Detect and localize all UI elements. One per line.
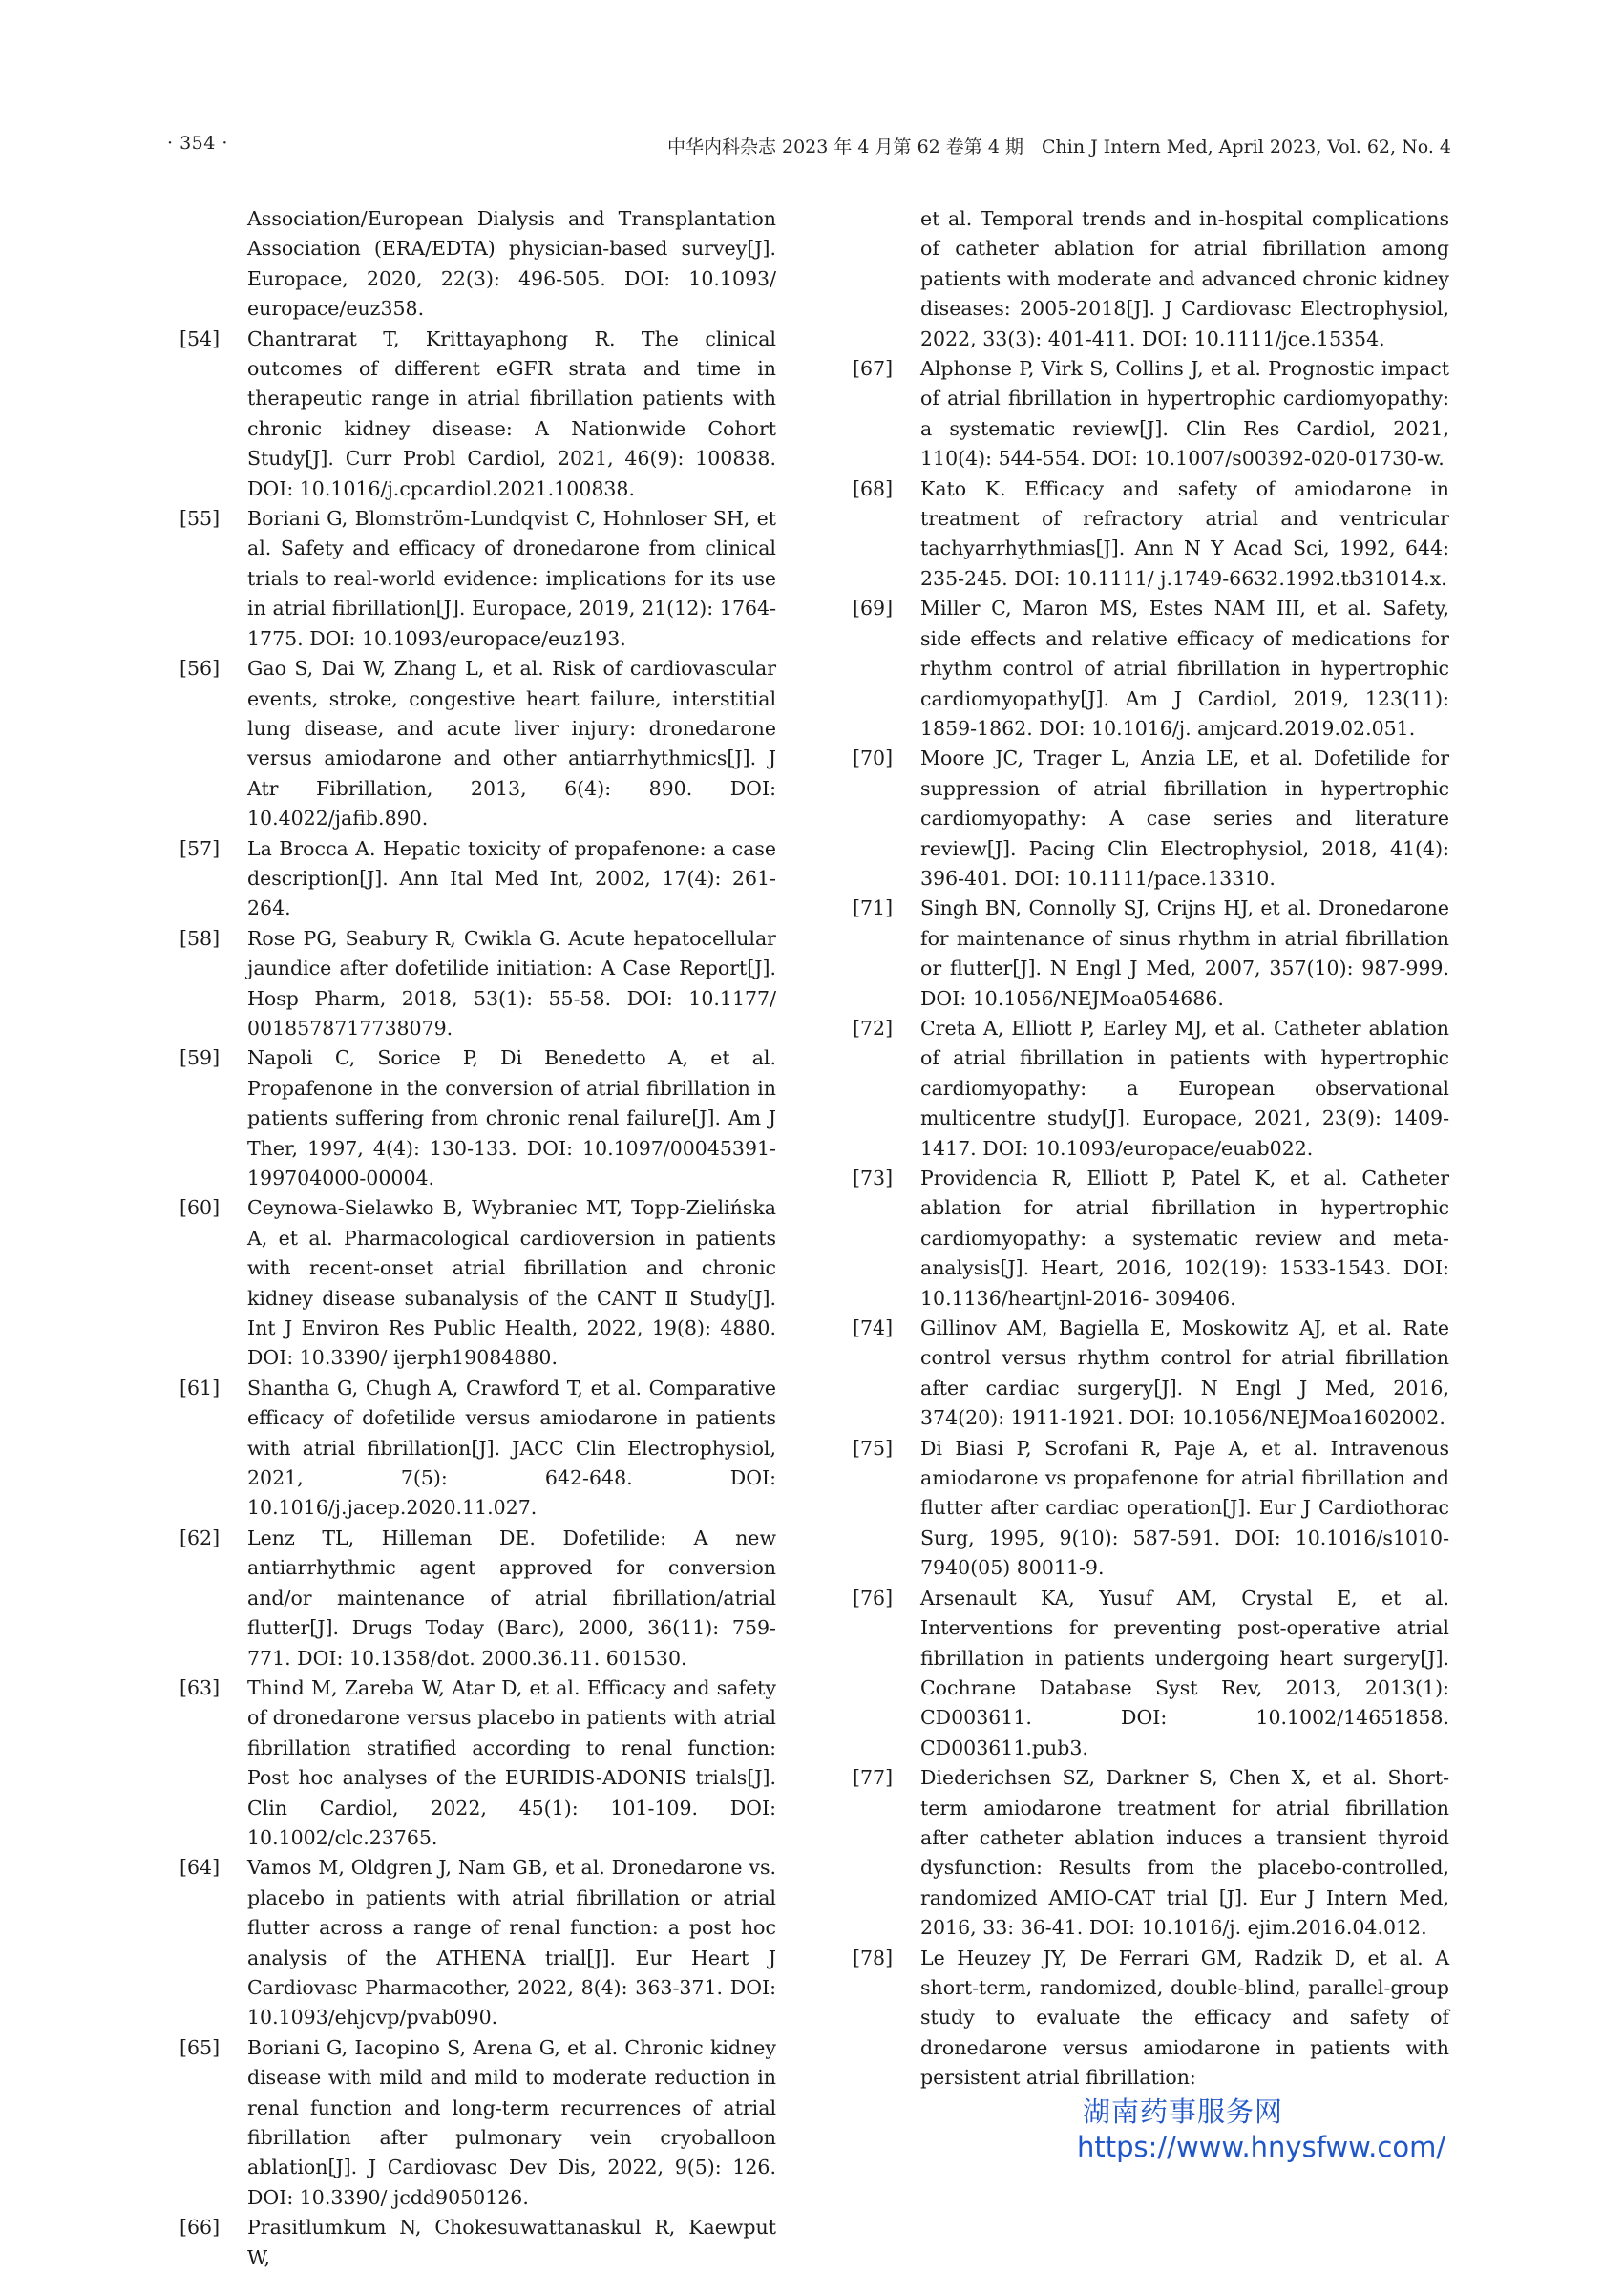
reference-number: [62] — [179, 1526, 221, 1549]
reference-entry — [853, 1763, 1449, 1943]
reference-entry — [179, 654, 776, 833]
reference-number: [75] — [853, 1436, 894, 1460]
reference-number: [74] — [853, 1316, 894, 1340]
reference-text: Prasitlumkum N, Chokesuwattanaskul R, Kaewput W, — [247, 2216, 776, 2269]
reference-entry — [853, 594, 1449, 744]
reference-entry — [179, 2033, 776, 2213]
reference-entry — [179, 924, 776, 1044]
reference-entry — [179, 1374, 776, 1524]
reference-number: [67] — [853, 357, 894, 381]
reference-text: Arsenault KA, Yusuf AM, Crystal E, et al. Interventions for preventing post-operative atrial fibrillation in patients undergoing heart surgery[J]. Cochrane Database Syst Rev, 2013, 2013(1): CD003611. DOI: 10.1002/14651858. CD003611.pub3. — [920, 1586, 1449, 1759]
reference-text: Kato K. Efficacy and safety of amiodarone in treatment of refractory atrial and ventricular tachyarrhythmias[J]. Ann N Y Acad Sci, 1992, 644: 235-245. DOI: 10.1111/ j.1749-6632.1992.tb31014.x. — [920, 476, 1449, 590]
reference-text: Ceynowa-Sielawko B, Wybraniec MT, Topp-Zielińska A, et al. Pharmacological cardioversion in patients with recent-onset atrial fibrillation and chronic kidney disease subanalysis of the CANT Ⅱ Study[J]. Int J Environ Res Public Health, 2022, 19(8): 4880. DOI: 10.3390/ ijerph19084880. — [247, 1196, 776, 1370]
reference-number: [55] — [179, 507, 221, 531]
reference-continuation: Association/European Dialysis and Transplantation Association (ERA/EDTA) physician-based survey[J]. Europace, 2020, 22(3): 496-505. DOI: 10.1093/ europace/euz358. — [247, 207, 776, 321]
reference-number: [59] — [179, 1046, 221, 1070]
reference-number: [54] — [179, 326, 221, 350]
reference-entry — [179, 1043, 776, 1193]
journal-running-title: 中华内科杂志 2023 年 4 月第 62 卷第 4 期 Chin J Intern Med, April 2023, Vol. 62, No. 4 — [666, 137, 1451, 158]
reference-entry — [179, 1524, 776, 1673]
reference-entry — [853, 474, 1449, 595]
reference-entry — [179, 2213, 776, 2273]
reference-text: Shantha G, Chugh A, Crawford T, et al. Comparative efficacy of dofetilide versus amiodarone in patients with atrial fibrillation[J]. JACC Clin Electrophysiol, 2021, 7(5): 642-648. DOI: 10.1016/j.jacep.2020.11.027. — [247, 1376, 776, 1520]
reference-text: Napoli C, Sorice P, Di Benedetto A, et al. Propafenone in the conversion of atrial fibrillation in patients suffering from chronic renal failure[J]. Am J Ther, 1997, 4(4): 130-133. DOI: 10.1097/00045391-199704000-00004. — [247, 1046, 776, 1189]
references-right-column — [853, 204, 1449, 2094]
reference-text: Lenz TL, Hilleman DE. Dofetilide: A new antiarrhythmic agent approved for conversion and/or maintenance of atrial fibrillation/atrial flutter[J]. Drugs Today (Barc), 2000, 36(11): 759-771. DOI: 10.1358/dot. 2000.36.11. 601530. — [247, 1526, 776, 1670]
reference-entry — [853, 1164, 1449, 1314]
reference-number: [58] — [179, 926, 221, 950]
reference-entry — [179, 504, 776, 654]
reference-list-left — [179, 325, 776, 2273]
reference-text: Vamos M, Oldgren J, Nam GB, et al. Dronedarone vs. placebo in patients with atrial fibrillation or atrial flutter across a range of renal function: a post hoc analysis of the ATHENA trial[J]. Eur Heart J Cardiovasc Pharmacother, 2022, 8(4): 363-371. DOI: 10.1093/ehjcvp/pvab090. — [247, 1856, 776, 2030]
reference-number: [78] — [853, 1946, 894, 1969]
reference-entry — [853, 1434, 1449, 1584]
reference-number: [57] — [179, 836, 221, 860]
reference-text: Gillinov AM, Bagiella E, Moskowitz AJ, et al. Rate control versus rhythm control for atrial fibrillation after cardiac surgery[J]. N Engl J Med, 2016, 374(20): 1911-1921. DOI: 10.1056/NEJMoa1602002. — [920, 1316, 1449, 1430]
reference-number: [70] — [853, 747, 894, 770]
reference-text: Boriani G, Blomström-Lundqvist C, Hohnloser SH, et al. Safety and efficacy of dronedarone from clinical trials to real-world evidence: implications for its use in atrial fibrillation[J]. Europace, 2019, 21(12): 1764-1775. DOI: 10.1093/europace/euz193. — [247, 507, 776, 650]
reference-number: [64] — [179, 1856, 221, 1880]
reference-entry — [853, 1584, 1449, 1763]
reference-text: Providencia R, Elliott P, Patel K, et al. Catheter ablation for atrial fibrillation in hypertrophic cardiomyopathy: a systematic review and meta-analysis[J]. Heart, 2016, 102(19): 1533-1543. DOI: 10.1136/heartjnl-2016- 309406. — [920, 1167, 1449, 1310]
site-watermark — [1077, 2093, 1459, 2163]
reference-text: Moore JC, Trager L, Anzia LE, et al. Dofetilide for suppression of atrial fibrillation in hypertrophic cardiomyopathy: A case series and literature review[J]. Pacing Clin Electrophysiol, 2018, 41(4): 396-401. DOI: 10.1111/pace.13310. — [920, 747, 1449, 890]
reference-number: [66] — [179, 2216, 221, 2240]
watermark-site-name: 湖南药事服务网 — [1083, 2095, 1284, 2128]
reference-text: Boriani G, Iacopino S, Arena G, et al. Chronic kidney disease with mild and mild to moderate reduction in renal function and long-term recurrences of atrial fibrillation after pulmonary vein cryoballoon ablation[J]. J Cardiovasc Dev Dis, 2022, 9(5): 126. DOI: 10.3390/ jcdd9050126. — [247, 2035, 776, 2209]
reference-number: [61] — [179, 1376, 221, 1400]
reference-entry — [179, 1673, 776, 1853]
reference-text: Singh BN, Connolly SJ, Crijns HJ, et al. Dronedarone for maintenance of sinus rhythm in atrial fibrillation or flutter[J]. N Engl J Med, 2007, 357(10): 987-999. DOI: 10.1056/NEJMoa054686. — [920, 896, 1449, 1010]
reference-text: Chantrarat T, Krittayaphong R. The clinical outcomes of different eGFR strata and time in therapeutic range in atrial fibrillation patients with chronic kidney disease: A Nationwide Cohort Study[J]. Curr Probl Cardiol, 2021, 46(9): 100838. DOI: 10.1016/j.cpcardiol.2021.100838. — [247, 326, 776, 500]
reference-text: Rose PG, Seabury R, Cwikla G. Acute hepatocellular jaundice after dofetilide initiation: A Case Report[J]. Hosp Pharm, 2018, 53(1): 55-58. DOI: 10.1177/ 0018578717738079. — [247, 926, 776, 1040]
reference-number: [71] — [853, 896, 894, 920]
reference-entry — [853, 894, 1449, 1014]
reference-number: [65] — [179, 2035, 221, 2059]
reference-number: [68] — [853, 476, 894, 500]
reference-number: [63] — [179, 1675, 221, 1699]
reference-number: [60] — [179, 1196, 221, 1220]
reference-entry — [179, 1853, 776, 2032]
reference-text: Creta A, Elliott P, Earley MJ, et al. Catheter ablation of atrial fibrillation in patients with hypertrophic cardiomyopathy: a European observational multicentre study[J]. Europace, 2021, 23(9): 1409-1417. DOI: 10.1093/europace/euab022. — [920, 1016, 1449, 1160]
reference-text: Thind M, Zareba W, Atar D, et al. Efficacy and safety of dronedarone versus placebo in patients with atrial fibrillation stratified according to renal function: Post hoc analyses of the EURIDIS-ADONIS trials[J]. Clin Cardiol, 2022, 45(1): 101-109. DOI: 10.1002/clc.23765. — [247, 1675, 776, 1849]
reference-text: Alphonse P, Virk S, Collins J, et al. Prognostic impact of atrial fibrillation in hypertrophic cardiomyopathy: a systematic review[J]. Clin Res Cardiol, 2021, 110(4): 544-554. DOI: 10.1007/s00392-020-01730-w. — [920, 357, 1449, 471]
reference-text: La Brocca A. Hepatic toxicity of propafenone: a case description[J]. Ann Ital Med Int, 2002, 17(4): 261-264. — [247, 836, 776, 920]
reference-text: Diederichsen SZ, Darkner S, Chen X, et al. Short-term amiodarone treatment for atrial fibrillation after catheter ablation induces a transient thyroid dysfunction: Results from the placebo-controlled, randomized AMIO-CAT trial [J]. Eur J Intern Med, 2016, 33: 36-41. DOI: 10.1016/j. ejim.2016.04.012. — [920, 1766, 1449, 1940]
watermark-url[interactable]: https://www.hnysfww.com/ — [1077, 2131, 1446, 2163]
reference-entry — [179, 325, 776, 504]
reference-entry — [179, 834, 776, 924]
reference-entry — [179, 1193, 776, 1373]
reference-number: [72] — [853, 1016, 894, 1040]
reference-text: Le Heuzey JY, De Ferrari GM, Radzik D, et al. A short-term, randomized, double-blind, parallel-group study to evaluate the efficacy and safety of dronedarone versus amiodarone in patients with persistent atrial fibrillation: — [920, 1946, 1449, 2090]
reference-text: Gao S, Dai W, Zhang L, et al. Risk of cardiovascular events, stroke, congestive heart failure, interstitial lung disease, and acute liver injury: dronedarone versus amiodarone and other antiarrhythmics[J]. J Atr Fibrillation, 2013, 6(4): 890. DOI: 10.4022/jafib.890. — [247, 657, 776, 831]
reference-entry — [853, 1944, 1449, 2094]
reference-number: [73] — [853, 1167, 894, 1189]
page-number: · 354 · — [167, 133, 228, 154]
reference-entry — [853, 354, 1449, 474]
reference-entry — [853, 1314, 1449, 1434]
reference-entry — [853, 744, 1449, 894]
reference-number: [77] — [853, 1766, 894, 1790]
reference-number: [76] — [853, 1586, 894, 1610]
reference-continuation: et al. Temporal trends and in-hospital complications of catheter ablation for atrial fibrillation among patients with moderate and advanced chronic kidney diseases: 2005-2018[J]. J Cardiovasc Electrophysiol, 2022, 33(3): 401-411. DOI: 10.1111/jce.15354. — [920, 207, 1449, 350]
reference-text: Di Biasi P, Scrofani R, Paje A, et al. Intravenous amiodarone vs propafenone for atrial fibrillation and flutter after cardiac operation[J]. Eur J Cardiothorac Surg, 1995, 9(10): 587-591. DOI: 10.1016/s1010-7940(05) 80011-9. — [920, 1436, 1449, 1580]
reference-number: [56] — [179, 657, 221, 681]
reference-text: Miller C, Maron MS, Estes NAM III, et al. Safety, side effects and relative efficacy of medications for rhythm control of atrial fibrillation in hypertrophic cardiomyopathy[J]. Am J Cardiol, 2019, 123(11): 1859-1862. DOI: 10.1016/j. amjcard.2019.02.051. — [920, 597, 1449, 740]
reference-entry — [853, 1014, 1449, 1164]
reference-list-right — [853, 354, 1449, 2094]
references-left-column — [179, 204, 776, 2273]
reference-number: [69] — [853, 597, 894, 621]
